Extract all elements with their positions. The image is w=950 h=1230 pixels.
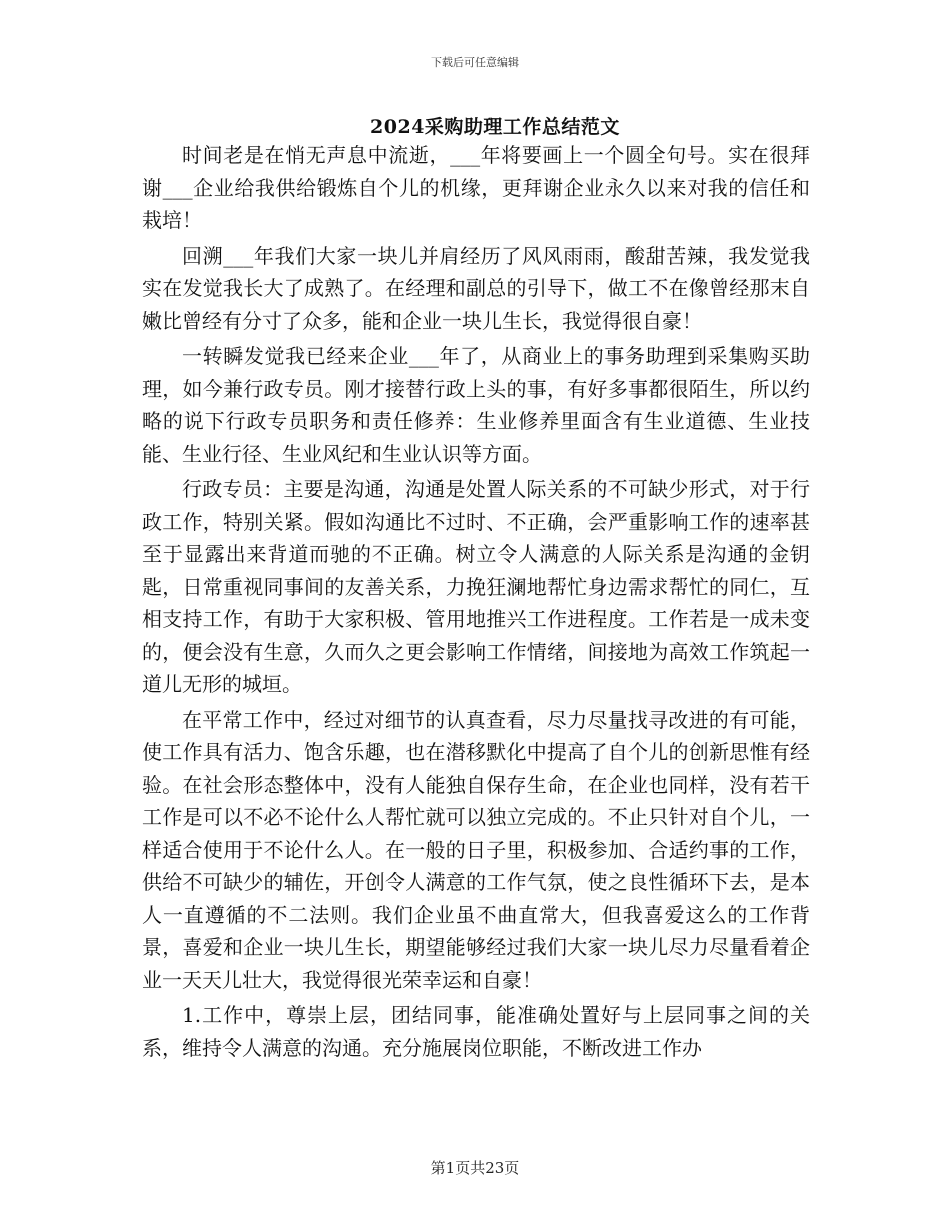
page-number-footer: 第1页共23页 — [430, 1159, 520, 1177]
paragraph: 1.工作中，尊崇上层，团结同事，能准确处置好与上层同事之间的关系，维持令人满意的沟通。充分施展岗位职能，不断改进工作办 — [142, 1003, 810, 1060]
document-body — [142, 139, 810, 1067]
page-header-note: 下载后可任意编辑 — [431, 56, 519, 69]
paragraph: 行政专员：主要是沟通，沟通是处置人际关系的不可缺少形式，对于行政工作，特别关紧。假如沟通比不过时、不正确，会严重影响工作的速率甚至于显露出来背道而驰的不正确。树立令人满意的人际关系是沟通的金钥匙，日常重视同事间的友善关系，力挽狂澜地帮忙身边需求帮忙的同仁，互相支持工作，有助于大家积极、管用地推兴工作进程度。工作若是一成未变的，便会没有生意，久而久之更会影响工作情绪，间接地为高效工作筑起一道儿无形的城垣。 — [142, 477, 810, 696]
paragraph: 时间老是在悄无声息中流逝，___年将要画上一个圆全句号。实在很拜谢___企业给我供给锻炼自个儿的机缘，更拜谢企业永久以来对我的信任和栽培！ — [142, 143, 810, 232]
paragraph: 一转瞬发觉我已经来企业___年了，从商业上的事务助理到采集购买助理，如今兼行政专员。刚才接替行政上头的事，有好多事都很陌生，所以约略的说下行政专员职务和责任修养：生业修养里面含有生业道德、生业技能、生业行径、生业风纪和生业认识等方面。 — [142, 344, 810, 466]
paragraph: 回溯___年我们大家一块儿并肩经历了风风雨雨，酸甜苦辣，我发觉我实在发觉我长大了成熟了。在经理和副总的引导下，做工不在像曾经那末自嫩比曾经有分寸了众多，能和企业一块儿生长，我觉得很自豪！ — [142, 243, 810, 333]
document-title: 2024采购助理工作总结范文 — [370, 116, 620, 138]
paragraph: 在平常工作中，经过对细节的认真查看，尽力尽量找寻改进的有可能，使工作具有活力、饱含乐趣，也在潜移默化中提高了自个儿的创新思惟有经验。在社会形态整体中，没有人能独自保存生命，在企业也同样，没有若干工作是可以不必不论什么人帮忙就可以独立完成的。不止只针对自个儿，一样适合使用于不论什么人。在一般的日子里，积极参加、合适约事的工作，供给不可缺少的辅佐，开创令人满意的工作气氛，使之良性循环下去，是本人一直遵循的不二法则。我们企业虽不曲直常大，但我喜爱这么的工作背景，喜爱和企业一块儿生长，期望能够经过我们大家一块儿尽力尽量看着企业一天天儿壮大，我觉得很光荣幸运和自豪！ — [142, 707, 810, 992]
